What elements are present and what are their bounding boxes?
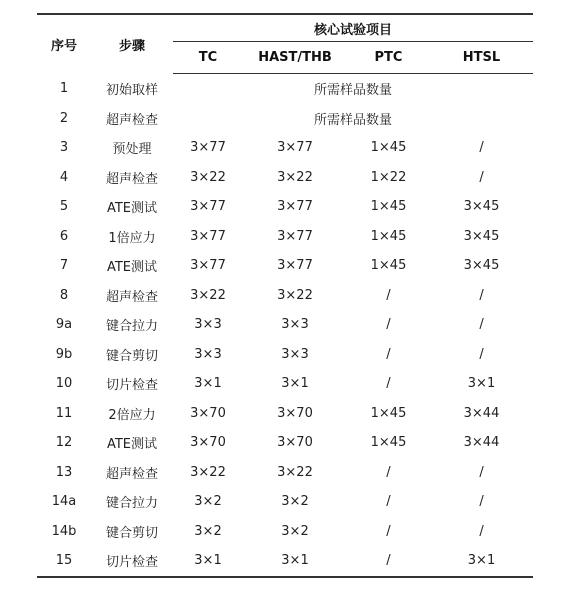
cell-ptc: / — [386, 494, 391, 510]
cell-step: 超声检查 — [105, 289, 158, 305]
cell-ptc: 1×45 — [370, 140, 407, 156]
cell-tc: 3×2 — [194, 523, 222, 539]
cell-htsl: 3×45 — [463, 199, 500, 215]
cell-hast-thb: 3×2 — [281, 494, 309, 510]
cell-hast-thb: 3×2 — [281, 523, 309, 539]
cell-tc: 3×3 — [194, 346, 222, 362]
table-row — [37, 399, 533, 429]
cell-step: 预处理 — [112, 142, 152, 158]
table-row — [37, 546, 533, 577]
cell-tc: 3×77 — [190, 228, 226, 244]
cell-hast-thb: 3×70 — [277, 405, 313, 421]
header-tc: TC — [173, 42, 243, 74]
cell-ptc: 1×45 — [370, 199, 407, 215]
cell-seq: 15 — [37, 546, 91, 577]
cell-seq: 11 — [55, 405, 73, 421]
table-row — [37, 222, 533, 252]
cell-merged-sample-count: 所需样品数量 — [314, 83, 393, 99]
cell-tc: 3×77 — [190, 140, 226, 156]
cell-htsl: / — [479, 523, 484, 539]
cell-seq: 8 — [59, 287, 69, 303]
cell-hast-thb: 3×70 — [277, 435, 313, 451]
header-htsl: HTSL — [430, 42, 533, 74]
header-step: 步骤 — [91, 14, 173, 74]
table-row — [37, 310, 533, 340]
cell-step: ATE测试 — [106, 260, 158, 276]
table-row — [37, 369, 533, 399]
cell-step: 1倍应力 — [108, 230, 156, 246]
cell-tc: 3×22 — [190, 169, 226, 185]
cell-hast-thb: 3×77 — [277, 258, 313, 274]
table-row — [37, 163, 533, 193]
cell-ptc: / — [386, 287, 391, 303]
cell-ptc: 1×45 — [370, 258, 407, 274]
cell-step: 超声检查 — [105, 466, 158, 482]
cell-hast-thb: 3×77 — [277, 228, 313, 244]
cell-tc: 3×1 — [173, 546, 243, 577]
cell-ptc: 1×45 — [370, 405, 407, 421]
cell-hast-thb: 3×3 — [281, 317, 309, 333]
cell-seq: 7 — [59, 258, 69, 274]
cell-hast-thb: 3×3 — [281, 346, 309, 362]
table-row — [37, 458, 533, 488]
cell-htsl: / — [479, 494, 484, 510]
cell-seq: 6 — [59, 228, 69, 244]
table-body — [37, 74, 533, 577]
cell-seq: 3 — [59, 140, 69, 156]
cell-seq: 14b — [51, 523, 77, 539]
cell-seq: 4 — [59, 169, 69, 185]
cell-ptc: / — [386, 317, 391, 333]
cell-hast-thb: 3×77 — [277, 199, 313, 215]
cell-ptc: 1×22 — [370, 169, 407, 185]
cell-step: 切片检查 — [105, 378, 158, 394]
cell-htsl: / — [479, 169, 484, 185]
cell-ptc: 1×45 — [370, 228, 407, 244]
cell-hast-thb: 3×22 — [277, 169, 313, 185]
table-row — [37, 104, 533, 134]
cell-ptc: / — [386, 464, 391, 480]
cell-tc: 3×22 — [190, 287, 226, 303]
cell-ptc: / — [386, 376, 391, 392]
table-header — [37, 14, 533, 74]
header-hast-thb: HAST/THB — [243, 42, 347, 74]
cell-seq: 2 — [59, 110, 69, 126]
header-ptc: PTC — [347, 42, 430, 74]
table-row — [37, 133, 533, 163]
cell-step: 键合剪切 — [105, 525, 158, 541]
cell-hast-thb: 3×77 — [277, 140, 313, 156]
cell-hast-thb: 3×1 — [281, 376, 309, 392]
cell-hast-thb: 3×22 — [277, 287, 313, 303]
cell-htsl: / — [479, 346, 484, 362]
cell-hast-thb: 3×22 — [277, 464, 313, 480]
table-row — [37, 428, 533, 458]
cell-tc: 3×70 — [190, 405, 226, 421]
header-core-tests: 核心试验项目 — [173, 14, 533, 42]
cell-tc: 3×77 — [190, 199, 226, 215]
cell-seq: 12 — [55, 435, 73, 451]
cell-htsl: / — [479, 287, 484, 303]
cell-tc: 3×3 — [194, 317, 222, 333]
cell-seq: 14a — [51, 494, 77, 510]
cell-step: ATE测试 — [106, 437, 158, 453]
cell-step: 键合拉力 — [105, 496, 158, 512]
cell-htsl: / — [479, 140, 484, 156]
cell-seq: 13 — [55, 464, 73, 480]
cell-htsl: 3×45 — [463, 258, 500, 274]
cell-htsl: 3×1 — [467, 376, 496, 392]
table-row — [37, 517, 533, 547]
table-row — [37, 281, 533, 311]
table-row — [37, 251, 533, 281]
cell-step: 2倍应力 — [108, 407, 156, 423]
cell-ptc: / — [386, 346, 391, 362]
cell-ptc: / — [386, 523, 391, 539]
cell-seq: 10 — [55, 376, 73, 392]
cell-step: ATE测试 — [106, 201, 158, 217]
cell-htsl: 3×44 — [463, 405, 500, 421]
table-row — [37, 74, 533, 104]
cell-tc: 3×77 — [190, 258, 226, 274]
cell-seq: 9a — [55, 317, 73, 333]
cell-hast-thb: 3×1 — [243, 546, 347, 577]
cell-seq: 1 — [59, 81, 69, 96]
table-row — [37, 192, 533, 222]
cell-step: 切片检查 — [91, 546, 173, 577]
cell-htsl: 3×45 — [463, 228, 500, 244]
cell-step: 初始取样 — [105, 83, 158, 98]
cell-seq: 9b — [55, 346, 73, 362]
cell-htsl: 3×44 — [463, 435, 500, 451]
table-row — [37, 340, 533, 370]
test-matrix-table — [37, 13, 533, 578]
cell-step: 键合剪切 — [105, 348, 158, 364]
cell-htsl: / — [479, 317, 484, 333]
cell-step: 键合拉力 — [105, 319, 158, 335]
cell-merged-sample-count: 所需样品数量 — [314, 112, 393, 128]
cell-tc: 3×1 — [194, 376, 222, 392]
cell-tc: 3×70 — [190, 435, 226, 451]
cell-step: 超声检查 — [105, 171, 158, 187]
cell-seq: 5 — [59, 199, 69, 215]
cell-step: 超声检查 — [105, 112, 158, 128]
cell-htsl: 3×1 — [430, 546, 533, 577]
header-seq: 序号 — [37, 14, 91, 74]
cell-tc: 3×2 — [194, 494, 222, 510]
cell-ptc: / — [347, 546, 430, 577]
table-row — [37, 487, 533, 517]
cell-ptc: 1×45 — [370, 435, 407, 451]
cell-tc: 3×22 — [190, 464, 226, 480]
cell-htsl: / — [479, 464, 484, 480]
